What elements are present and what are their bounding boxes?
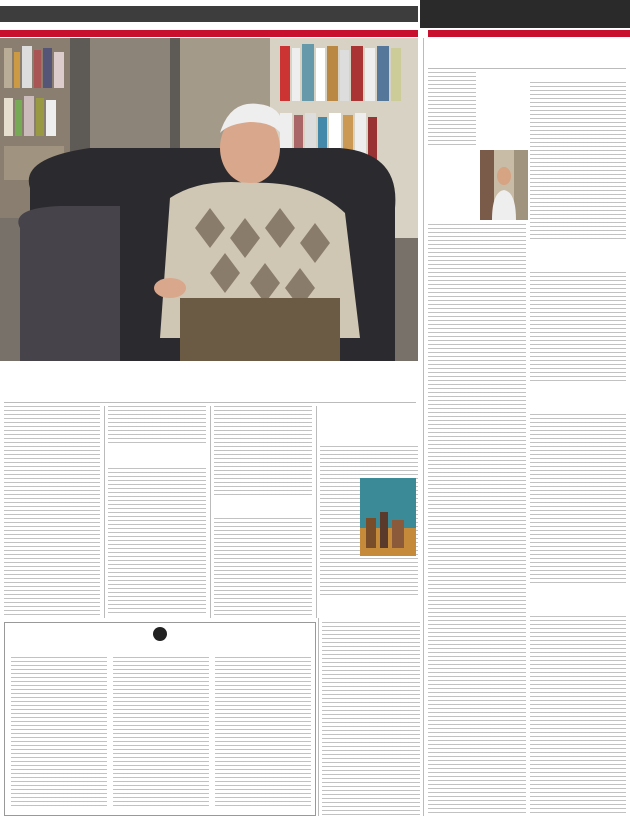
main-portrait-photo bbox=[0, 38, 418, 361]
header-info-bar bbox=[0, 6, 418, 22]
text-lines bbox=[214, 518, 312, 616]
right-article-col-2 bbox=[428, 72, 526, 816]
text-lines bbox=[530, 616, 626, 814]
main-story-highlight bbox=[108, 448, 206, 466]
text-lines bbox=[322, 622, 420, 816]
section-header bbox=[420, 0, 630, 28]
quote-icon bbox=[153, 627, 167, 641]
text-lines bbox=[530, 272, 626, 382]
right-article-col-1 bbox=[530, 72, 626, 816]
left-red-strip bbox=[0, 30, 418, 37]
right-article-highlight bbox=[530, 246, 626, 270]
book-cover bbox=[360, 478, 416, 556]
main-story-col-4 bbox=[4, 406, 100, 618]
text-lines bbox=[428, 224, 526, 816]
text-lines bbox=[108, 468, 206, 616]
right-article-highlight bbox=[530, 588, 626, 612]
text-lines bbox=[530, 414, 626, 584]
text-lines bbox=[113, 657, 209, 807]
title-divider bbox=[428, 68, 626, 69]
right-article-highlight bbox=[530, 386, 626, 410]
text-lines bbox=[215, 657, 311, 807]
text-lines bbox=[428, 72, 476, 146]
portrait-illustration bbox=[0, 38, 418, 361]
main-story-highlight bbox=[214, 498, 312, 516]
page-header bbox=[0, 0, 630, 28]
main-story-col-2 bbox=[214, 406, 312, 618]
text-lines bbox=[530, 82, 626, 242]
book-cover-illustration bbox=[360, 478, 416, 556]
main-story-intro bbox=[320, 416, 418, 444]
column-rule bbox=[104, 406, 105, 618]
section-rule bbox=[423, 38, 424, 816]
main-story-highlight bbox=[320, 598, 418, 616]
column-rule bbox=[210, 406, 211, 618]
text-lines bbox=[108, 406, 206, 446]
text-lines bbox=[11, 657, 107, 807]
right-red-strip bbox=[428, 30, 630, 37]
text-lines bbox=[4, 406, 100, 616]
excerpt-box bbox=[4, 622, 316, 816]
column-rule bbox=[318, 618, 319, 816]
text-lines bbox=[214, 406, 312, 496]
main-story-col-3 bbox=[108, 406, 206, 618]
column-rule bbox=[316, 406, 317, 618]
headline-divider bbox=[4, 402, 416, 403]
translator-credit bbox=[11, 807, 107, 815]
middle-lower-column bbox=[322, 622, 420, 816]
